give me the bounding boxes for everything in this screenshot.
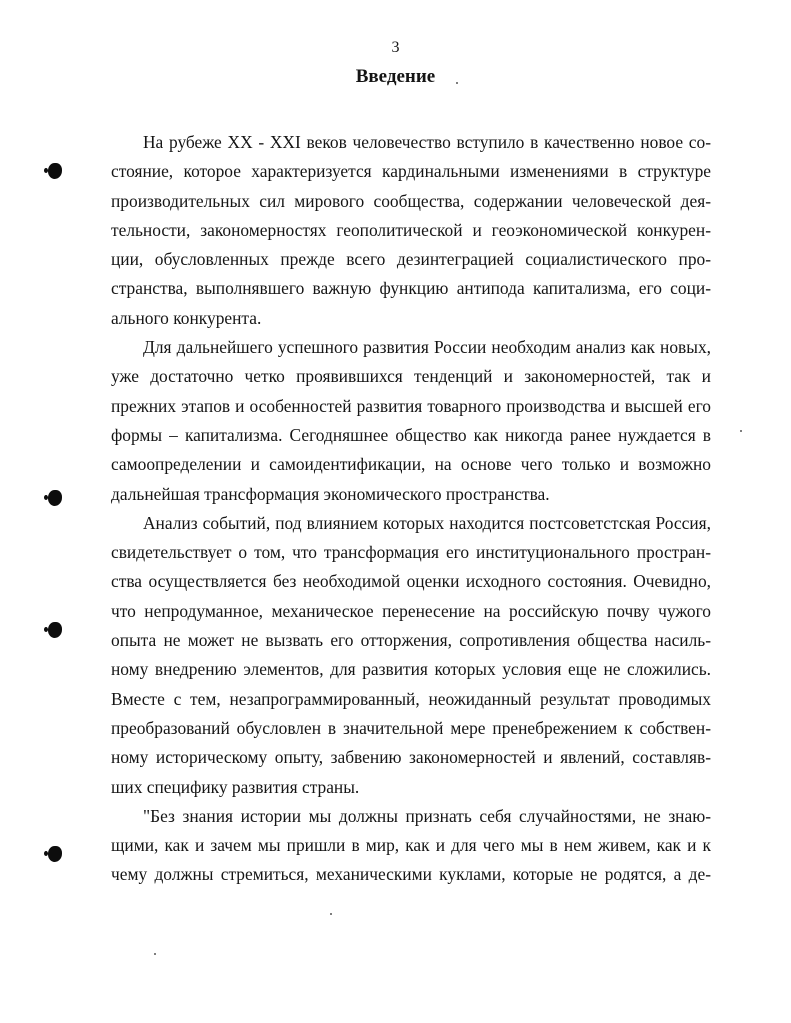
text-line: щими, как и зачем мы пришли в мир, как и для чего мы в нем живем, как и к: [111, 835, 711, 856]
scan-speck: [740, 430, 742, 432]
punch-hole-mark: [48, 163, 62, 179]
scan-speck: [154, 953, 156, 955]
paragraph-4: [111, 802, 711, 890]
text-line: ших специфику развития страны.: [111, 776, 360, 797]
page-number: 3: [391, 39, 400, 56]
text-line: Анализ событий, под влиянием которых находится постсоветстская Россия,: [143, 512, 711, 533]
text-line: стояние, которое характеризуется кардинальными изменениями в структуре: [111, 161, 711, 182]
text-line: тельности, закономерностях геополитической и геоэкономической конкурен-: [111, 219, 711, 240]
text-line: дальнейшая трансформация экономического пространства.: [111, 483, 550, 504]
punch-hole-mark: [48, 490, 62, 506]
text-line: опыта не может не вызвать его отторжения, сопротивления общества насиль-: [111, 630, 711, 651]
text-line: ства осуществляется без необходимой оценки исходного состояния. Очевидно,: [111, 571, 711, 592]
text-line: производительных сил мирового сообщества, содержании человеческой дея-: [111, 190, 711, 211]
text-line: "Без знания истории мы должны признать себя случайностями, не знаю-: [143, 805, 711, 826]
text-line: самоопределении и самоидентификации, на основе чего только и возможно: [111, 454, 711, 475]
text-line: ному внедрению элементов, для развития которых условия еще не сложились.: [111, 659, 711, 680]
text-line: чему должны стремиться, механическими куклами, которые не родятся, а де-: [111, 864, 711, 885]
text-line: ции, обусловленных прежде всего дезинтеграцией социалистического про-: [111, 249, 711, 270]
text-line: странства, выполнявшего важную функцию антипода капитализма, его соци-: [111, 278, 711, 299]
text-line: Вместе с тем, незапрограммированный, неожиданный результат проводимых: [111, 688, 711, 709]
section-heading: Введение: [355, 66, 436, 87]
punch-hole-mark: [48, 846, 62, 862]
text-line: свидетельствует о том, что трансформация его институционального простран-: [111, 542, 711, 563]
scan-speck: [456, 82, 458, 84]
text-line: ному историческому опыту, забвению закономерностей и явлений, составляв-: [111, 747, 711, 768]
text-line: прежних этапов и особенностей развития товарного производства и высшей его: [111, 395, 711, 416]
paragraph-3: [111, 509, 711, 802]
text-line: что непродуманное, механическое перенесение на российскую почву чужого: [111, 600, 711, 621]
paragraph-1: [111, 128, 711, 333]
body-text: [111, 128, 711, 890]
text-line: формы – капитализма. Сегодняшнее общество как никогда ранее нуждается в: [111, 424, 711, 445]
text-line: ального конкурента.: [111, 307, 262, 328]
scan-speck: [330, 913, 332, 915]
text-line: преобразований обусловлен в значительной мере пренебрежением к собствен-: [111, 717, 711, 738]
text-line: Для дальнейшего успешного развития России необходим анализ как новых,: [143, 337, 711, 358]
punch-hole-mark: [48, 622, 62, 638]
text-line: уже достаточно четко проявившихся тенденций и закономерностей, так и: [111, 366, 711, 387]
text-line: На рубеже XX - XXI веков человечество вступило в качественно новое со-: [143, 132, 711, 152]
paragraph-2: [111, 333, 711, 509]
